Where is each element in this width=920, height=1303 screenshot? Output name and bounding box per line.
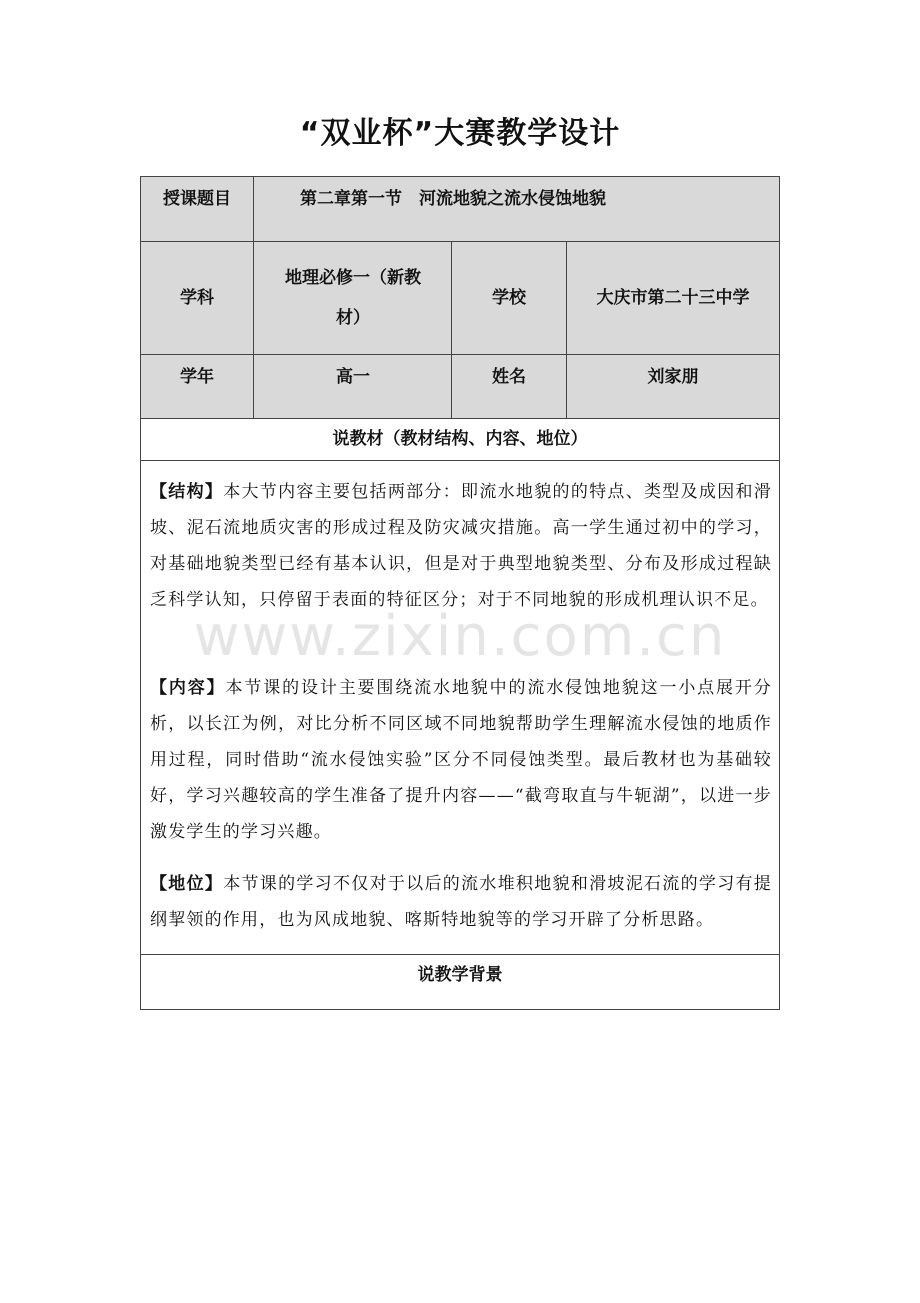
year-value: 高一: [336, 367, 370, 387]
subject-value-line2: 材）: [336, 307, 370, 328]
paragraph-position: [150, 866, 772, 938]
school-value: 大庆市第二十三中学: [596, 287, 750, 308]
table-border-right: [779, 176, 780, 1010]
subject-value-line1: 地理必修一（新教: [285, 267, 421, 288]
tag-structure: 【结构】: [150, 482, 224, 502]
paragraph-structure: [150, 474, 772, 618]
paragraph-content: [150, 670, 772, 850]
subject-value: [254, 241, 452, 354]
table-rule: [140, 954, 780, 955]
document-title: “双业杯”大赛教学设计: [299, 116, 621, 151]
section-heading-textbook: 说教材（教材结构、内容、地位）: [332, 429, 588, 449]
year-label: 学年: [180, 367, 214, 387]
structure-text: 本大节内容主要包括两部分：即流水地貌的的特点、类型及成因和滑坡、泥石流地质灾害的形成过程及防灾减灾措施。高一学生通过初中的学习，对基础地貌类型已经有基本认识，但是对于典型地貌类型、分布及形成过程缺乏科学认知，只停留于表面的特征区分；对于不同地貌的形成机理认识不足。: [150, 482, 772, 610]
content-text: 本节课的设计主要围绕流水地貌中的流水侵蚀地貌这一小点展开分析，以长江为例，对比分析不同区域不同地貌帮助学生理解流水侵蚀的地质作用过程，同时借助“流水侵蚀实验”区分不同侵蚀类型。最后教材也为基础较好，学习兴趣较高的学生准备了提升内容——“截弯取直与牛轭湖”，以进一步激发学生的学习兴趣。: [150, 678, 772, 842]
table-column-rule: [566, 241, 567, 418]
table-rule: [140, 241, 780, 242]
tag-content: 【内容】: [150, 678, 226, 698]
table-column-rule: [451, 241, 452, 418]
table-border-bottom: [140, 1009, 780, 1010]
section-heading-background: 说教学背景: [417, 965, 503, 985]
table-column-rule: [253, 176, 254, 418]
school-label: 学校: [492, 287, 526, 308]
lesson-design-table: [140, 176, 780, 1010]
topic-value: 第二章第一节 河流地貌之流水侵蚀地貌: [300, 189, 606, 209]
table-rule: [140, 460, 780, 461]
table-border-top: [140, 176, 780, 177]
table-rule: [140, 418, 780, 419]
name-value: 刘家朋: [647, 367, 699, 387]
position-text: 本节课的学习不仅对于以后的流水堆积地貌和滑坡泥石流的学习有提纲挈领的作用，也为风成地貌、喀斯特地貌等的学习开辟了分析思路。: [150, 874, 772, 930]
table-rule: [140, 354, 780, 355]
topic-label: 授课题目: [163, 189, 231, 209]
subject-label: 学科: [180, 287, 214, 308]
tag-position: 【地位】: [150, 874, 224, 894]
watermark: www.zixin.com.cn: [193, 604, 727, 669]
name-label: 姓名: [492, 367, 526, 387]
table-border-left: [140, 176, 141, 1010]
